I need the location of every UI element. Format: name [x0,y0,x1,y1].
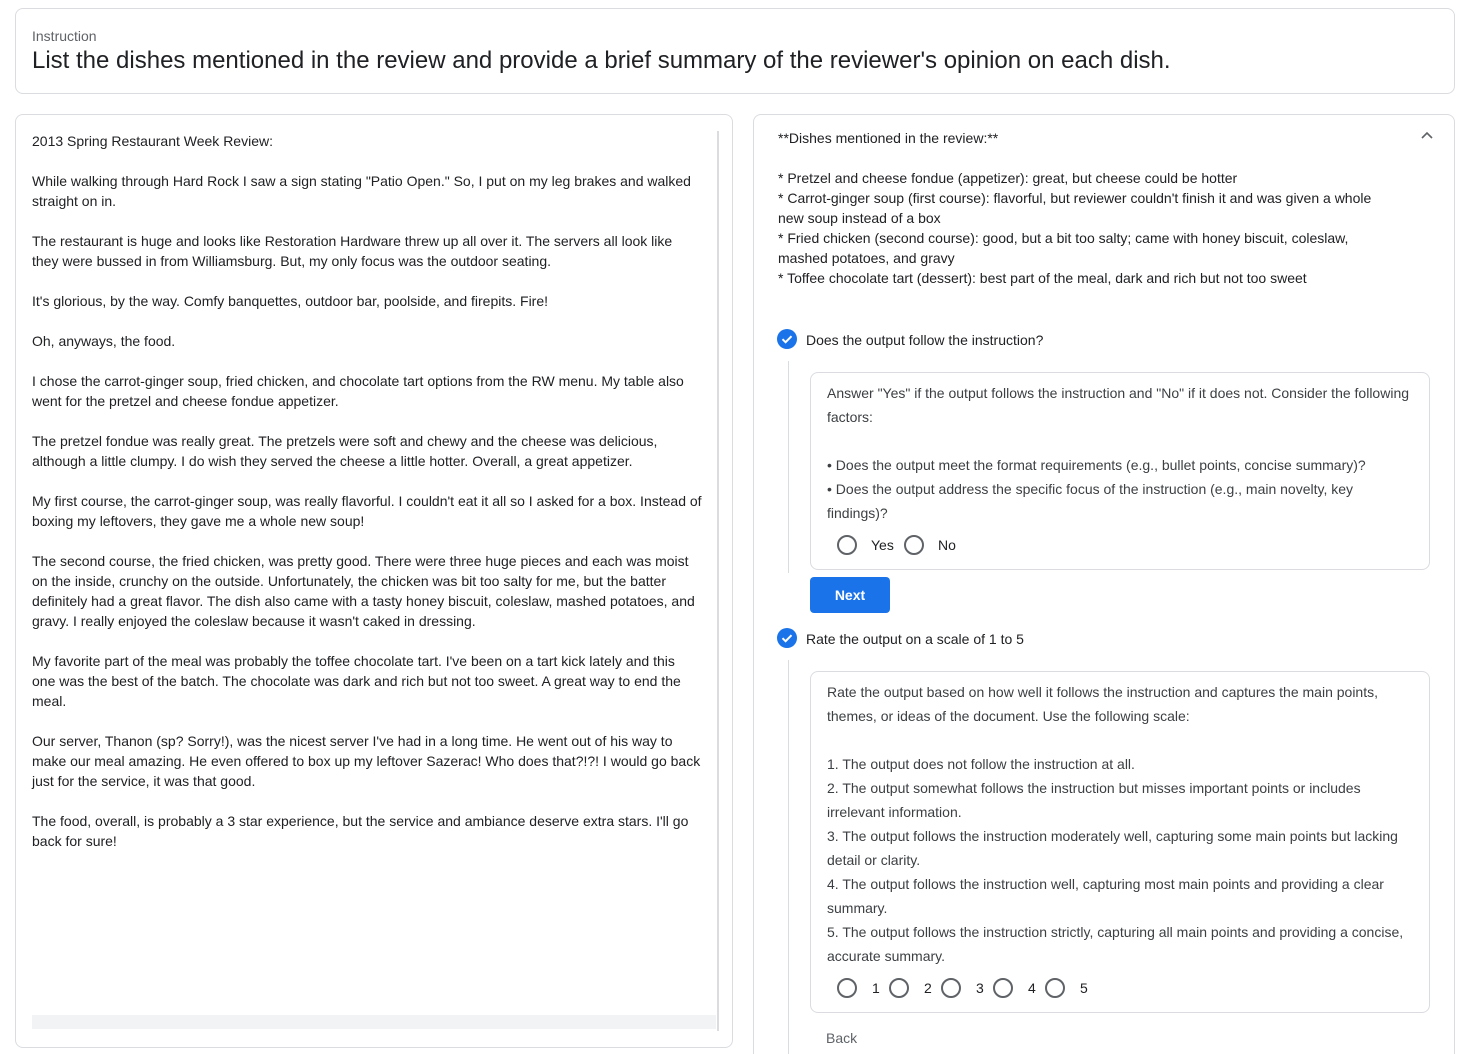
radio-no-label[interactable]: No [938,537,956,553]
chevron-up-icon[interactable] [1418,127,1436,145]
step-connector [788,361,789,573]
document-paragraph: The pretzel fondue was really great. The pretzels were soft and chewy and the cheese was delicious, although a little clumpy. I do wish they served the cheese a little hotter. Overall, a great appetizer. [32,433,658,469]
horizontal-scrollbar[interactable] [32,1015,716,1029]
question2-title[interactable]: Rate the output on a scale of 1 to 5 [806,631,1024,647]
document-paragraph: The second course, the fried chicken, was pretty good. There were three huge pieces and each was moist on the inside, crunchy on the outside. Unfortunately, the chicken was bit too salty for me, but the batter definitely had a great flavor. The dish also came with a tasty honey biscuit, coleslaw, mashed potatoes, and gravy. I really enjoyed the coleslaw because it wasn't caked in dressing. [32,553,695,629]
output-bullet: * Carrot-ginger soup (first course): flavorful, but reviewer couldn't finish it and was given a whole new soup instead of a box [778,190,1376,226]
vertical-scrollbar[interactable] [717,131,719,1031]
question1-description [827,381,1417,525]
output-bullet: * Pretzel and cheese fondue (appetizer): great, but cheese could be hotter [778,170,1238,186]
document-paragraph: I chose the carrot-ginger soup, fried chicken, and chocolate tart options from the RW menu. My table also went for the pretzel and cheese fondue appetizer. [32,373,684,409]
description-line: 2. The output somewhat follows the instruction but misses important points or includes irrelevant information. [827,780,1365,820]
instruction-card [15,8,1455,94]
description-line: Answer "Yes" if the output follows the instruction and "No" if it does not. Consider the following factors: [827,385,1413,425]
radio-rating-4[interactable] [993,978,1013,998]
document-paragraph: Oh, anyways, the food. [32,333,176,349]
description-line: 4. The output follows the instruction well, capturing most main points and providing a clear summary. [827,876,1388,916]
radio-rating-5[interactable] [1045,978,1065,998]
radio-yes[interactable] [837,535,857,555]
radio-rating-5-label[interactable]: 5 [1080,980,1088,996]
model-output [778,128,1398,288]
document-paragraph: Our server, Thanon (sp? Sorry!), was the nicest server I've had in a long time. He went out of his way to make our meal amazing. He even offered to box up my leftover Sazerac! Who does that?!?! I would go back just for the service, it was that good. [32,733,701,789]
document-panel [15,114,733,1048]
radio-rating-3-label[interactable]: 3 [976,980,984,996]
question2-box [810,671,1430,1013]
document-paragraph: While walking through Hard Rock I saw a sign stating "Patio Open." So, I put on my leg brakes and walked straight on in. [32,173,691,209]
document-paragraph: 2013 Spring Restaurant Week Review: [32,133,273,149]
document-paragraph: My favorite part of the meal was probably the toffee chocolate tart. I've been on a tart kick lately and this one was the best of the batch. The chocolate was dark and rich but not too sweet. A great way to end the meal. [32,653,681,709]
back-button[interactable]: Back [826,1030,858,1046]
output-bullet: * Toffee chocolate tart (dessert): best part of the meal, dark and rich but not too sweet [778,270,1307,286]
description-line [827,728,1417,752]
output-bullet: * Fried chicken (second course): good, but a bit too salty; came with honey biscuit, coleslaw, mashed potatoes, and gravy [778,230,1353,266]
evaluation-panel [753,114,1455,1054]
description-line: Rate the output based on how well it follows the instruction and captures the main points, themes, or ideas of the document. Use the following scale: [827,684,1382,724]
document-scroll-area[interactable] [16,131,702,1017]
radio-yes-label[interactable]: Yes [871,537,894,553]
description-line: 5. The output follows the instruction strictly, capturing all main points and providing a concise, accurate summary. [827,924,1408,964]
description-line: • Does the output address the specific focus of the instruction (e.g., main novelty, key findings)? [827,481,1357,521]
document-paragraph: My first course, the carrot-ginger soup, was really flavorful. I couldn't eat it all so I asked for a box. Instead of boxing my leftovers, they gave me a whole new soup! [32,493,702,529]
next-button[interactable]: Next [810,577,890,613]
question1-title[interactable]: Does the output follow the instruction? [806,332,1044,348]
instruction-text: List the dishes mentioned in the review and provide a brief summary of the reviewer's opinion on each dish. [32,47,1171,74]
document-paragraph: The food, overall, is probably a 3 star experience, but the service and ambiance deserve extra stars. I'll go back for sure! [32,813,689,849]
radio-rating-3[interactable] [941,978,961,998]
check-circle-icon [777,628,797,648]
description-line [827,429,1417,453]
radio-rating-4-label[interactable]: 4 [1028,980,1036,996]
radio-rating-2-label[interactable]: 2 [924,980,932,996]
instruction-label: Instruction [32,28,97,44]
description-line: • Does the output meet the format requirements (e.g., bullet points, concise summary)? [827,457,1366,473]
question1-box [810,372,1430,570]
radio-no[interactable] [904,535,924,555]
description-line: 3. The output follows the instruction moderately well, capturing some main points but lacking detail or clarity. [827,828,1402,868]
document-paragraph: It's glorious, by the way. Comfy banquettes, outdoor bar, poolside, and firepits. Fire! [32,293,549,309]
description-line: 1. The output does not follow the instruction at all. [827,756,1135,772]
output-heading: **Dishes mentioned in the review:** [778,130,999,146]
check-circle-icon [777,329,797,349]
question2-description [827,680,1417,968]
radio-rating-1-label[interactable]: 1 [872,980,880,996]
radio-rating-2[interactable] [889,978,909,998]
document-text [32,131,702,871]
step-connector [788,660,789,1054]
document-paragraph: The restaurant is huge and looks like Restoration Hardware threw up all over it. The servers all look like they were bussed in from Williamsburg. But, my only focus was the outdoor seating. [32,233,673,269]
radio-rating-1[interactable] [837,978,857,998]
